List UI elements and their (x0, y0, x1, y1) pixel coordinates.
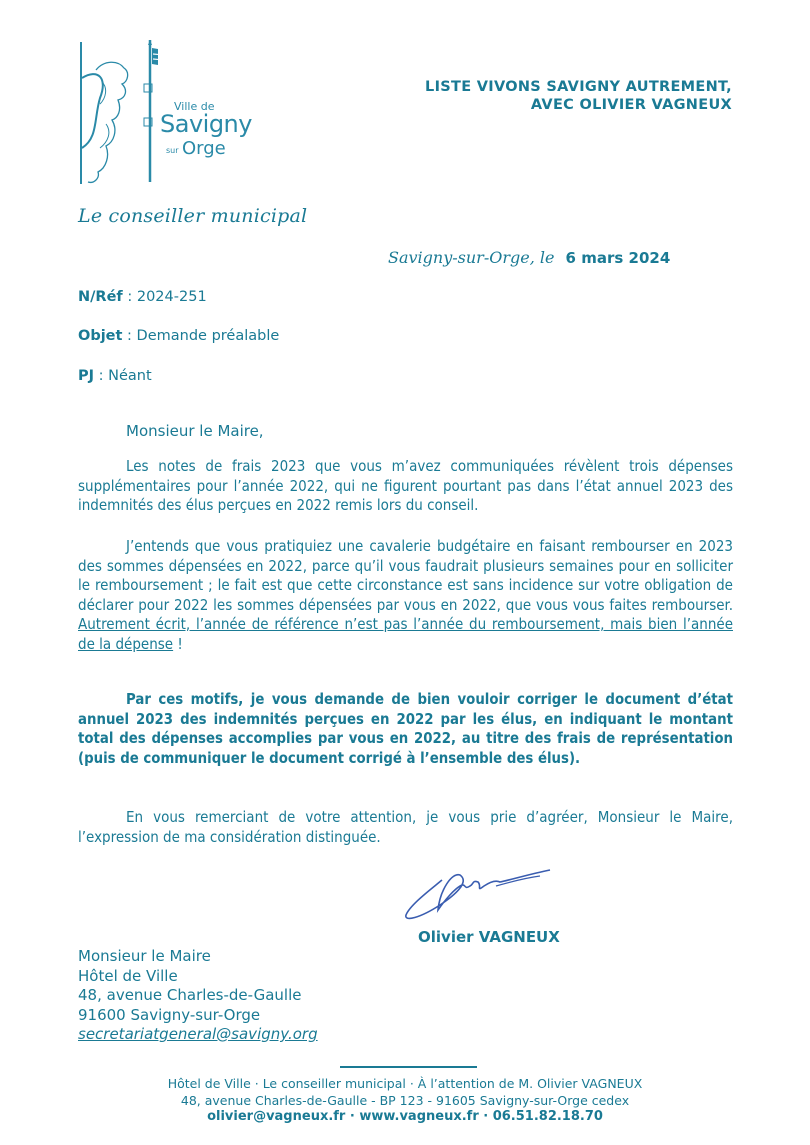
logo-ville-de: Ville de (174, 100, 215, 113)
object-value: : Demande préalable (122, 328, 280, 344)
logo-orge: Orge (182, 138, 226, 159)
dateline-date: 6 mars 2024 (565, 249, 671, 267)
logo-savigny: Savigny (160, 110, 252, 138)
reference-line (78, 289, 207, 305)
list-header-line2: AVEC OLIVIER VAGNEUX (530, 97, 732, 113)
paragraph-2 (78, 537, 733, 654)
recipient-line3: 48, avenue Charles-de-Gaulle (78, 986, 302, 1004)
attachments-line (78, 368, 152, 384)
recipient-line1: Monsieur le Maire (78, 947, 211, 965)
city-logo (78, 38, 252, 188)
handwritten-signature (400, 860, 560, 930)
paragraph-1 (78, 457, 733, 516)
paragraph-2-underlined: Autrement écrit, l’année de référence n’est pas l’année du remboursement, mais bien l’année de la dépense (78, 615, 733, 653)
signer-name: Olivier VAGNEUX (418, 928, 560, 946)
paragraph-2-text: J’entends que vous pratiquiez une cavalerie budgétaire en faisant rembourser en 2023 des sommes dépensées en 2022, parce qu’il vous faudrait plusieurs semaines pour en solliciter le remboursement ; le fait est que cette circonstance est sans incidence sur votre obligation de déclarer pour 2022 les sommes dépensées par vous en 2022, que vous vous faites rembourser. (78, 537, 733, 614)
reference-value: : 2024-251 (122, 289, 207, 305)
attachments-label: PJ (78, 368, 95, 384)
list-header (425, 78, 732, 114)
lion-banner-icon (78, 38, 158, 188)
paragraph-3-request (78, 690, 733, 768)
logo-sur: sur (166, 146, 179, 155)
paragraph-4-closing (78, 808, 733, 847)
attachments-value: : Néant (94, 368, 152, 384)
footer (0, 1076, 810, 1126)
recipient-address (78, 947, 318, 1045)
salutation: Monsieur le Maire, (126, 422, 264, 440)
dateline-place: Savigny-sur-Orge, le (388, 248, 555, 267)
footer-line1: Hôtel de Ville · Le conseiller municipal · À l’attention de M. Olivier VAGNEUX (167, 1076, 643, 1091)
list-header-line1: LISTE VIVONS SAVIGNY AUTREMENT, (425, 79, 732, 95)
reference-label: N/Réf (78, 289, 123, 305)
footer-line2: 48, avenue Charles-de-Gaulle - BP 123 - 91605 Savigny-sur-Orge cedex (180, 1092, 630, 1108)
recipient-line2: Hôtel de Ville (78, 966, 178, 985)
recipient-line4: 91600 Savigny-sur-Orge (78, 1005, 261, 1024)
dateline (388, 248, 670, 267)
paragraph-4-text: En vous remerciant de votre attention, je vous prie d’agréer, Monsieur le Maire, l’expression de ma considération distinguée. (78, 808, 733, 846)
sender-role: Le conseiller municipal (78, 205, 308, 227)
footer-contact: olivier@vagneux.fr · www.vagneux.fr · 06.51.82.18.70 (207, 1109, 603, 1124)
paragraph-2-end: ! (173, 634, 183, 653)
object-line (78, 328, 279, 344)
object-label: Objet (78, 328, 123, 344)
paragraph-3-text: Par ces motifs, je vous demande de bien vouloir corriger le document d’état annuel 2023 des indemnités perçues en 2022 par les élus, en indiquant le montant total des dépenses accomplies par vous en 2022, au titre des frais de représentation (puis de communiquer le document corrigé à l’ensemble des élus). (78, 691, 733, 767)
footer-divider (340, 1066, 477, 1068)
paragraph-1-text: Les notes de frais 2023 que vous m’avez communiquées révèlent trois dépenses supplémentaires pour l’année 2022, qui ne figurent pourtant pas dans l’état annuel 2023 des indemnités des élus perçues en 2022 remis lors du conseil. (78, 457, 733, 514)
recipient-email-link[interactable]: secretariatgeneral@savigny.org (78, 1025, 318, 1043)
